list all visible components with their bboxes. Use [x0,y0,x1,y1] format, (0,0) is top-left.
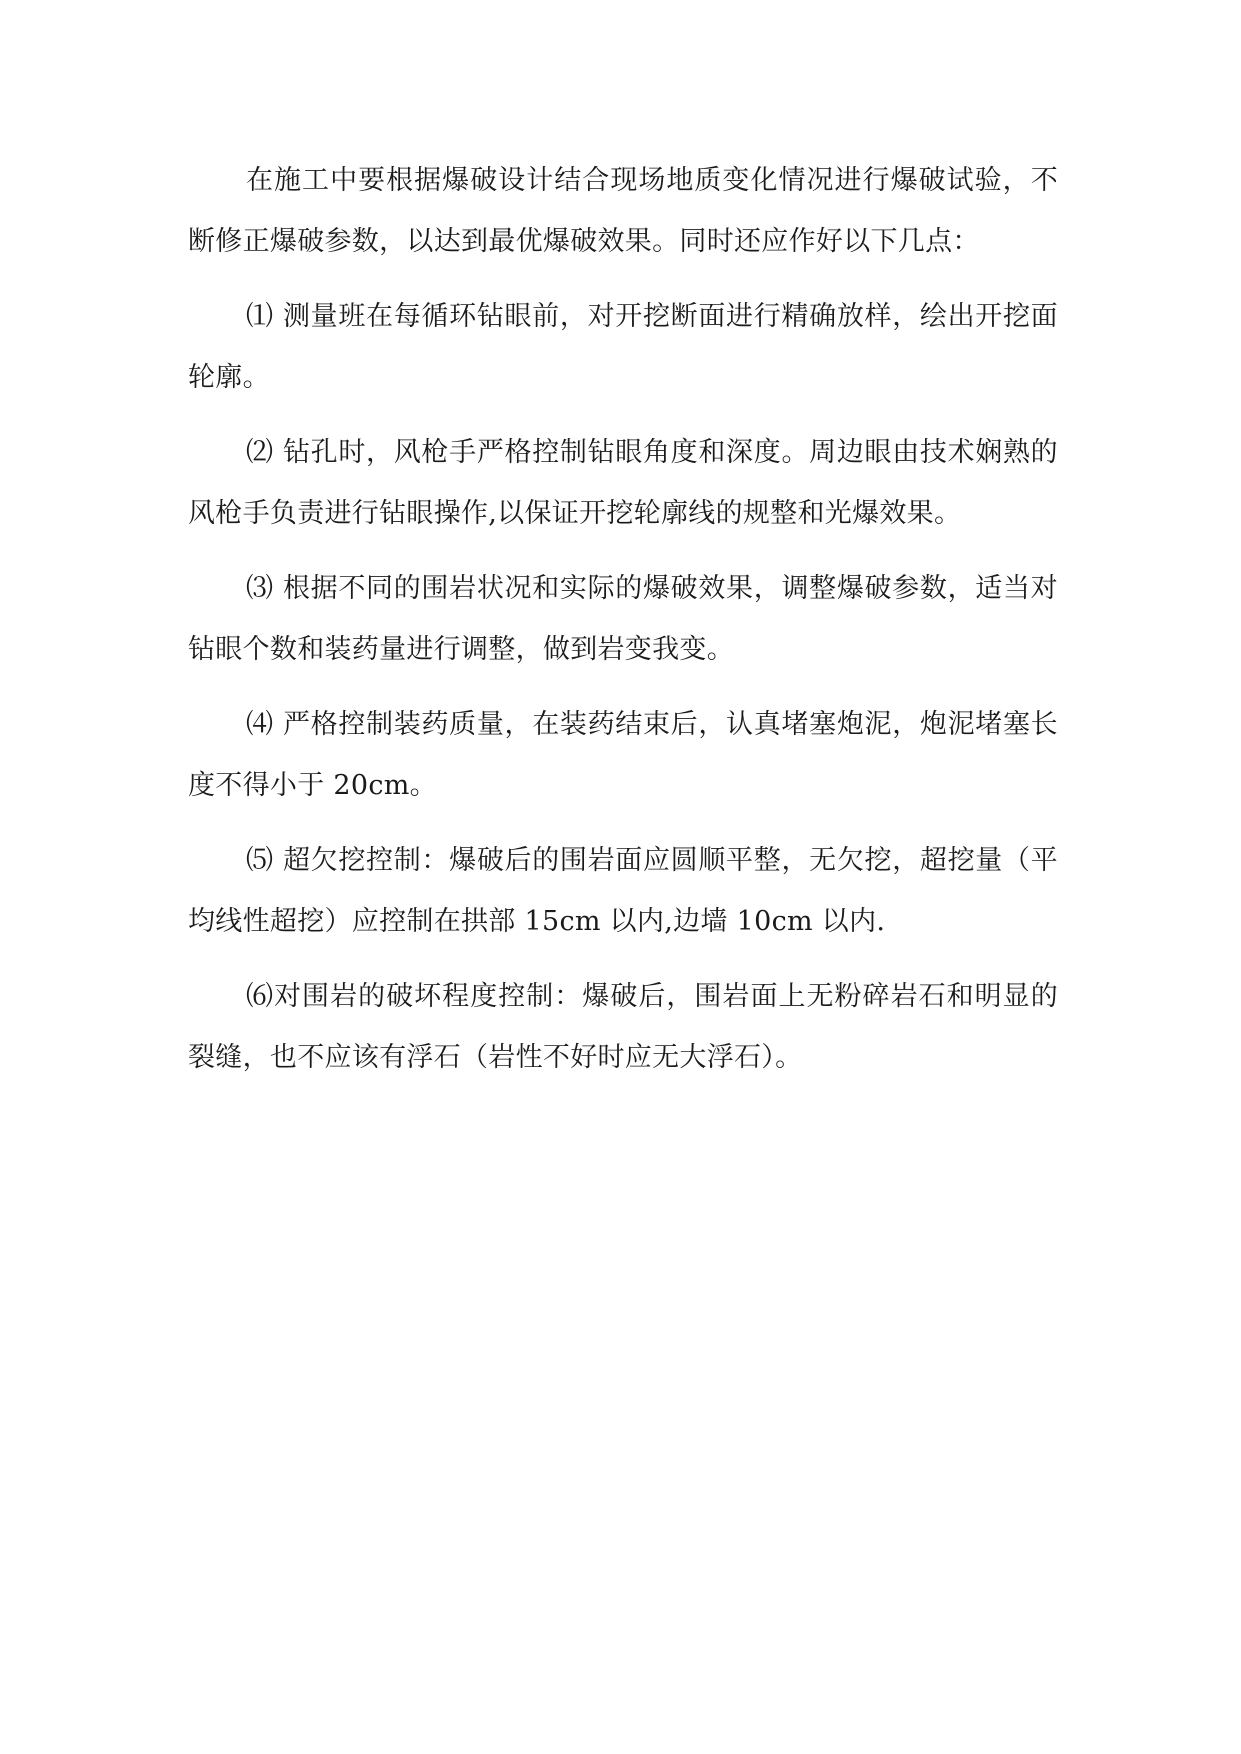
paragraph-item-4: ⑷ 严格控制装药质量，在装药结束后，认真堵塞炮泥，炮泥堵塞长度不得小于 20cm。 [188,709,1058,801]
paragraph-intro: 在施工中要根据爆破设计结合现场地质变化情况进行爆破试验，不断修正爆破参数，以达到最优爆破效果。同时还应作好以下几点： [188,165,1058,257]
paragraph-item-2: ⑵ 钻孔时，风枪手严格控制钻眼角度和深度。周边眼由技术娴熟的风枪手负责进行钻眼操作,以保证开挖轮廓线的规整和光爆效果。 [188,437,1058,529]
paragraph-item-5: ⑸ 超欠挖控制：爆破后的围岩面应圆顺平整，无欠挖，超挖量（平均线性超挖）应控制在拱部 15cm 以内,边墙 10cm 以内. [188,845,1058,937]
paragraph-item-3: ⑶ 根据不同的围岩状况和实际的爆破效果，调整爆破参数，适当对钻眼个数和装药量进行调整，做到岩变我变。 [188,573,1058,665]
paragraph-item-6: ⑹对围岩的破坏程度控制：爆破后，围岩面上无粉碎岩石和明显的裂缝，也不应该有浮石（岩性不好时应无大浮石）。 [188,981,1058,1073]
document-page [188,150,1058,1102]
paragraph-item-1: ⑴ 测量班在每循环钻眼前，对开挖断面进行精确放样，绘出开挖面轮廓。 [188,301,1058,393]
